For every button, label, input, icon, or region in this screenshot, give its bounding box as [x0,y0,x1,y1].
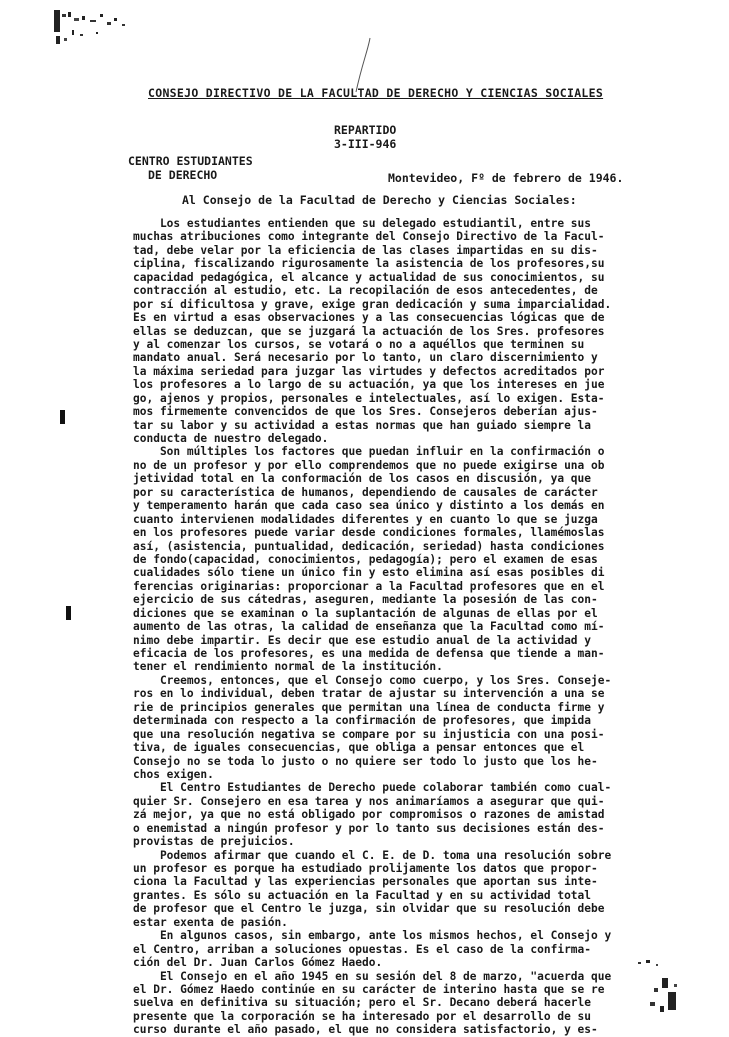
body-line: cualidades sólo tiene un único fin y esto elimina así esas posibles di [133,566,605,580]
body-line: curso durante el año pasado, el que no considera satisfactorio, y es- [133,1023,598,1037]
body-line: zá mejor, ya que no está obligado por compromisos o razones de amistad [133,808,605,822]
body-line: contracción al estudio, etc. La recopilación de esos antecedentes, de [133,284,598,298]
body-line: muchas atribuciones como integrante del Consejo Directivo de la Facul- [133,230,605,244]
body-line: el Centro, arriban a soluciones opuestas. Es el caso de la confirma- [133,942,592,956]
body-line: provistas de prejuicios. [133,835,295,849]
body-line: ciplina, fiscalizando rigurosamente la asistencia de los profesores,su [133,257,605,271]
body-line: no de un profesor y por ello comprendemos que no puede exigirse una ob [133,458,605,472]
body-line: la máxima seriedad para juzgar las virtudes y defectos acreditados por [133,364,605,378]
body-line: así, (asistencia, puntualidad, dedicación, seriedad) hasta condiciones [133,539,605,553]
repartido-block [334,123,396,151]
document-date: Montevideo, Fº de febrero de 1946. [388,171,624,185]
body-line: tar su labor y su actividad a estas normas que han guiado siempre la [133,418,592,432]
body-line: por sí dificultosa y grave, exige gran dedicación y suma imparcialidad. [133,297,612,311]
body-line: grantes. Es sólo su actuación en la Facultad y en su actividad total [133,888,592,902]
repartido-label: REPARTIDO [334,123,397,137]
body-line: tiva, de iguales consecuencias, que obliga a pensar entonces que el [133,741,585,755]
body-line: y temperamento harán que cada caso sea único y distinto a los demás en [133,499,605,513]
document-title: CONSEJO DIRECTIVO DE LA FACULTAD DE DERECHO Y CIENCIAS SOCIALES [148,86,604,100]
body-line: presente que la corporación se ha interesado por el desarrollo de su [133,1009,592,1023]
scan-noise-bottom-right [632,958,682,1016]
body-line: aumento de las otras, la calidad de enseñanza que la Facultad como mí- [133,620,605,634]
body-line: Consejo no se toda lo justo o no quiere ser todo lo justo que los he- [133,754,598,768]
margin-mark [60,410,65,424]
body-line: quier Sr. Consejero en esa tarea y nos animaríamos a asegurar que qui- [133,794,605,808]
body-text [133,217,648,1037]
body-line: ciona la Facultad y las experiencias personales que aportan sus inte- [133,875,598,889]
body-line: el Dr. Gómez Haedo continúe en su carácter de interino hasta que se re [133,982,605,996]
body-line: en los profesores puede variar desde condiciones formales, llamémoslas [133,526,605,540]
body-line: rie de principios generales que permitan una línea de conducta firme y [133,700,605,714]
repartido-number: 3-III-946 [334,137,397,151]
body-line: El Centro Estudiantes de Derecho puede colaborar también como cual- [133,781,612,795]
margin-mark [66,606,71,620]
body-line: chos exigen. [133,767,214,781]
body-line: estar exenta de pasión. [133,915,288,929]
salutation: Al Consejo de la Facultad de Derecho y Ciencias Sociales: [182,193,577,207]
body-line: suelva en definitiva su situación; pero el Sr. Decano deberá hacerle [133,996,592,1010]
body-line: ejercicio de sus cátedras, aseguren, mediante la posesión de las con- [133,593,598,607]
body-line: eficacia de los profesores, es una medida de defensa que tiende a man- [133,647,605,660]
sender-block [128,154,253,182]
body-line: que una resolución negativa se compare por su injusticia con una posi- [133,727,605,741]
body-line: Podemos afirmar que cuando el C. E. de D. toma una resolución sobre [133,848,612,862]
body-line: mos firmemente convencidos de que los Sres. Consejeros deberían ajus- [133,405,598,419]
body-line: ros en lo individual, deben tratar de ajustar su intervención a una se [133,687,605,701]
body-line: determinada con respecto a la confirmación de profesores, que impida [133,714,592,728]
body-line: o enemistad a ningún profesor y por lo tanto sus decisiones están des- [133,821,605,835]
scan-noise-top-left [52,8,132,54]
body-line: de fondo(capacidad, conocimientos, pedagogía); pero el examen de esas [133,552,598,566]
sender-line-2: DE DERECHO [148,168,218,182]
body-line: de profesor que el Centro le juzga, sin olvidar que su resolución debe [133,902,605,916]
body-line: un profesor es porque ha estudiado prolijamente los datos que propor- [133,862,598,875]
body-line: tad, debe velar por la eficiencia de las clases impartidas en su dis- [133,243,598,257]
body-line: ción del Dr. Juan Carlos Gómez Haedo. [133,956,383,970]
body-line: Los estudiantes entienden que su delegado estudiantil, entre sus [133,217,592,230]
body-line: Creemos, entonces, que el Consejo como cuerpo, y los Sres. Conseje- [133,673,612,687]
sender-line-1: CENTRO ESTUDIANTES [128,154,253,168]
body-line: mandato anual. Será necesario por lo tanto, un claro discernimiento y [133,351,598,365]
body-line: y al comenzar los cursos, se votará o no a aquéllos que terminen su [133,337,585,351]
body-line: Son múltiples los factores que puedan influir en la confirmación o [133,445,605,459]
body-line: Es en virtud a esas observaciones y a las consecuencias lógicas que de [133,311,605,325]
body-line: cuanto intervienen modalidades diferentes y en cuanto lo que se juzga [133,512,598,526]
body-line: jetividad total en la conformación de los casos en discusión, ya que [133,472,592,486]
body-line: capacidad pedagógica, el alcance y actualidad de sus conocimientos, su [133,270,605,284]
body-line: tener el rendimiento normal de la institución. [133,660,443,674]
body-line: El Consejo en el año 1945 en su sesión del 8 de marzo, "acuerda que [133,969,612,983]
body-line: por su característica de humanos, dependiendo de causales de carácter [133,485,598,499]
body-line: go, ajenos y propios, personales e intelectuales, así lo exigen. Esta- [133,391,605,405]
body-line: En algunos casos, sin embargo, ante los mismos hechos, el Consejo y [133,929,612,943]
body-line: conducta de nuestro delegado. [133,432,329,445]
body-line: diciones que se examinan o la suplantación de algunas de ellas por el [133,606,598,620]
body-line: nimo debe impartir. Es decir que ese estudio anual de la actividad y [133,633,592,647]
body-line: ferencias originarias: proporcionar a la Facultad profesores que en el [133,579,605,593]
body-line: los profesores a lo largo de su actuación, ya que los intereses en jue [133,378,605,392]
body-line: ellas se deduzcan, que se juzgará la actuación de los Sres. profesores [133,324,605,338]
